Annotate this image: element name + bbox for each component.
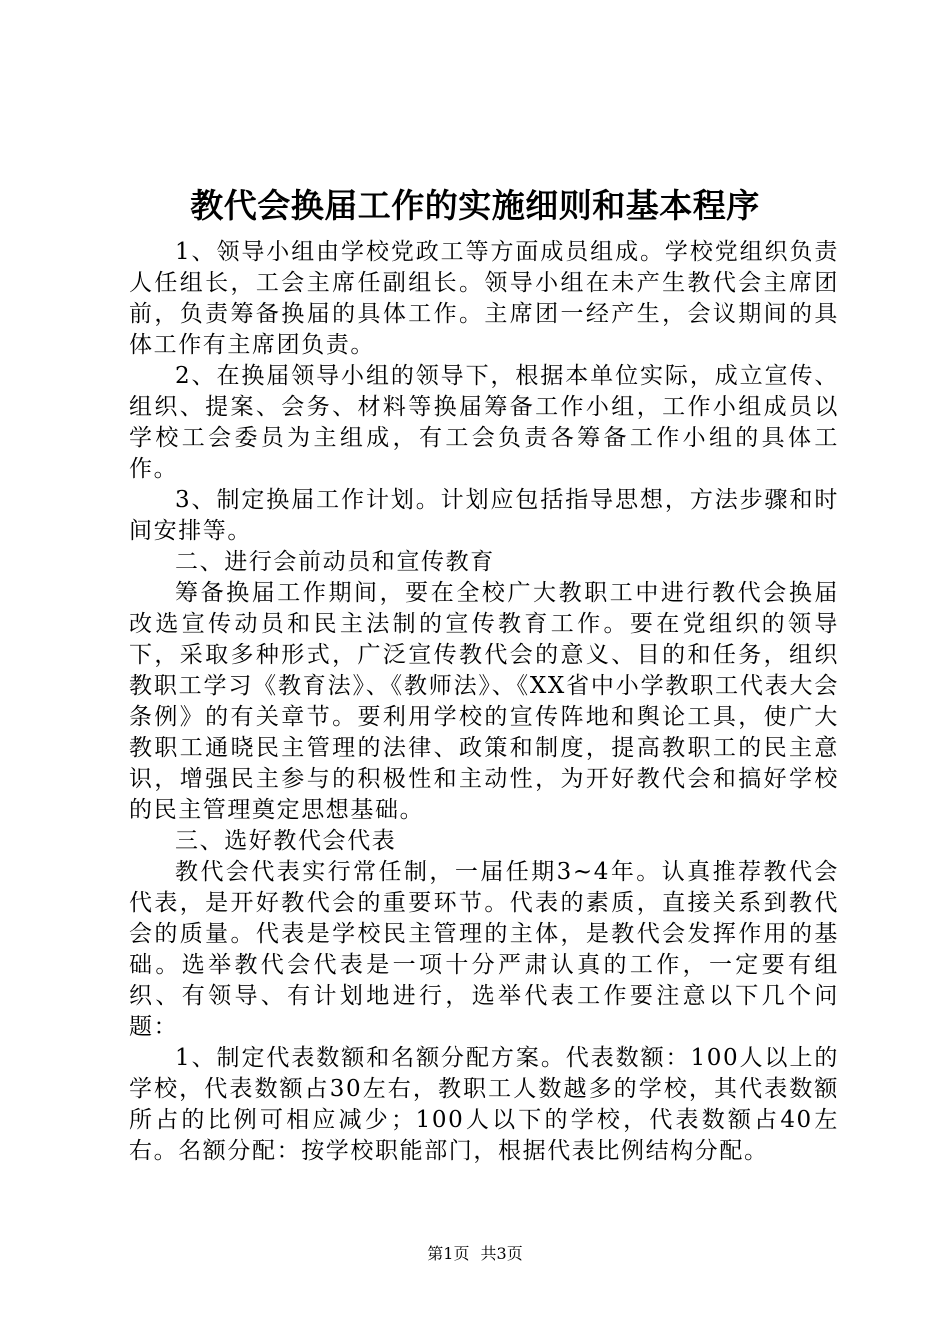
paragraph-representatives: 教代会代表实行常任制，一届任期3~4年。认真推荐教代会代表，是开好教代会的重要环节。代表的素质，直接关系到教代会的质量。代表是学校民主管理的主体，是教代会发挥作用的基础。选举教代会代表是一项十分严肃认真的工作，一定要有组织、有领导、有计划地进行，选举代表工作要注意以下几个问题：: [129, 859, 839, 1040]
document-body: [129, 237, 839, 1167]
paragraph-leadership-group: 1、领导小组由学校党政工等方面成员组成。学校党组织负责人任组长，工会主席任副组长。领导小组在未产生教代会主席团前，负责筹备换届的具体工作。主席团一经产生，会议期间的具体工作有主席团负责。: [129, 239, 839, 358]
paragraph-quota-plan: 1、制定代表数额和名额分配方案。代表数额：100人以上的学校，代表数额占30左右，教职工人数越多的学校，其代表数额所占的比例可相应减少；100人以下的学校，代表数额占40左右。名额分配：按学校职能部门，根据代表比例结构分配。: [129, 1045, 839, 1164]
paragraph-work-plan: 3、制定换届工作计划。计划应包括指导思想，方法步骤和时间安排等。: [129, 487, 839, 544]
paragraph-mobilization: 筹备换届工作期间，要在全校广大教职工中进行教代会换届改选宣传动员和民主法制的宣传教育工作。要在党组织的领导下，采取多种形式，广泛宣传教代会的意义、目的和任务，组织教职工学习《教育法》、《教师法》、《XX省中小学教职工代表大会条例》的有关章节。要利用学校的宣传阵地和舆论工具，使广大教职工通晓民主管理的法律、政策和制度，提高教职工的民主意识，增强民主参与的积极性和主动性，为开好教代会和搞好学校的民主管理奠定思想基础。: [129, 580, 839, 823]
document-title: 教代会换届工作的实施细则和基本程序: [190, 186, 760, 225]
paragraph-working-groups: 2、在换届领导小组的领导下，根据本单位实际，成立宣传、组织、提案、会务、材料等换届筹备工作小组，工作小组成员以学校工会委员为主组成，有工会负责各筹备工作小组的具体工作。: [129, 363, 839, 482]
page-footer: [0, 1244, 950, 1264]
page-total: 共3页: [480, 1244, 523, 1263]
section-heading-representatives: 三、选好教代会代表: [175, 828, 397, 854]
section-heading-mobilization: 二、进行会前动员和宣传教育: [175, 549, 495, 575]
page-number: 第1页: [427, 1244, 470, 1263]
